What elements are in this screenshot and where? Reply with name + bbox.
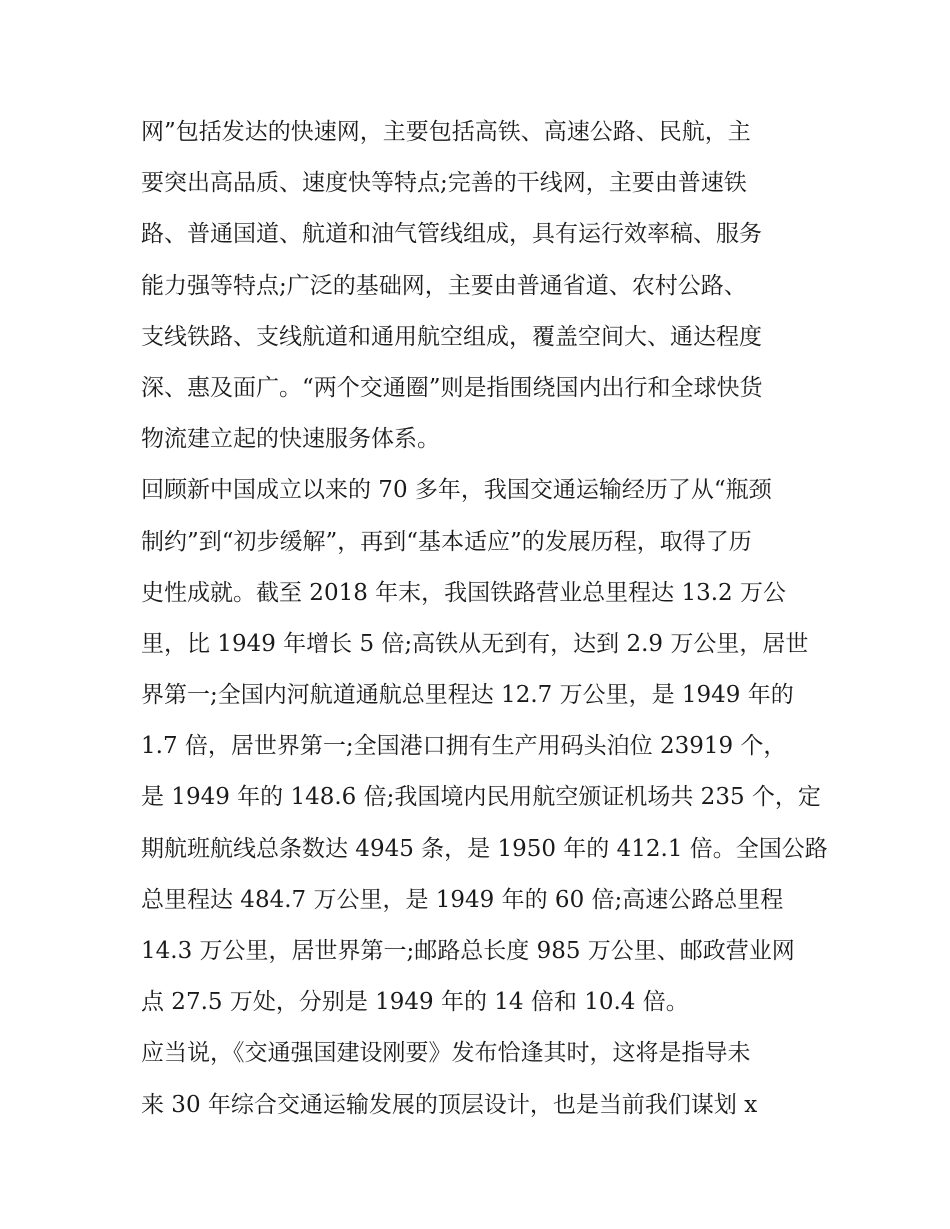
text-line: 14.3 万公里，居世界第一;邮路总长度 985 万公里、邮政营业网 [141,938,795,964]
text-line: 回顾新中国成立以来的 70 多年，我国交通运输经历了从“瓶颈 [141,477,772,504]
text-line: 里，比 1949 年增长 5 倍;高铁从无到有，达到 2.9 万公里，居世 [141,630,809,657]
text-line: 物流建立起的快速服务体系。 [141,426,440,453]
text-line: 史性成就。截至 2018 年末，我国铁路营业总里程达 13.2 万公 [141,579,786,606]
text-line: 支线铁路、支线航道和通用航空组成，覆盖空间大、通达程度 [141,323,762,350]
text-line: 期航班航线总条数达 4945 条，是 1950 年的 412.1 倍。全国公路 [141,835,828,862]
body-text [141,107,828,1131]
text-line: 界第一;全国内河航道通航总里程达 12.7 万公里，是 1949 年的 [141,682,794,709]
text-line: 1.7 倍，居世界第一;全国港口拥有生产用码头泊位 23919 个， [141,733,787,760]
text-line: 总里程达 484.7 万公里，是 1949 年的 60 倍;高速公路总里程 [141,886,784,913]
text-line: 制约”到“初步缓解”，再到“基本适应”的发展历程，取得了历 [141,528,752,555]
text-line: 路、普通国道、航道和油气管线组成，具有运行效率稿、服务 [141,221,762,248]
text-line: 来 30 年综合交通运输发展的顶层设计，也是当前我们谋划 x [141,1091,758,1118]
text-line: 网”包括发达的快速网，主要包括高铁、高速公路、民航，主 [141,119,751,145]
text-line: 深、惠及面广。“两个交通圈”则是指围绕国内出行和全球快货 [141,374,763,401]
text-line: 应当说，《交通强国建设刚要》发布恰逢其时，这将是指导未 [141,1040,751,1067]
text-line: 点 27.5 万处，分别是 1949 年的 14 倍和 10.4 倍。 [141,989,689,1016]
text-line: 能力强等特点;广泛的基础网，主要由普通省道、农村公路、 [141,272,747,299]
text-line: 是 1949 年的 148.6 倍;我国境内民用航空颁证机场共 235 个，定 [141,784,821,811]
text-line: 要突出高品质、速度快等特点;完善的干线网，主要由普速铁 [141,170,747,197]
